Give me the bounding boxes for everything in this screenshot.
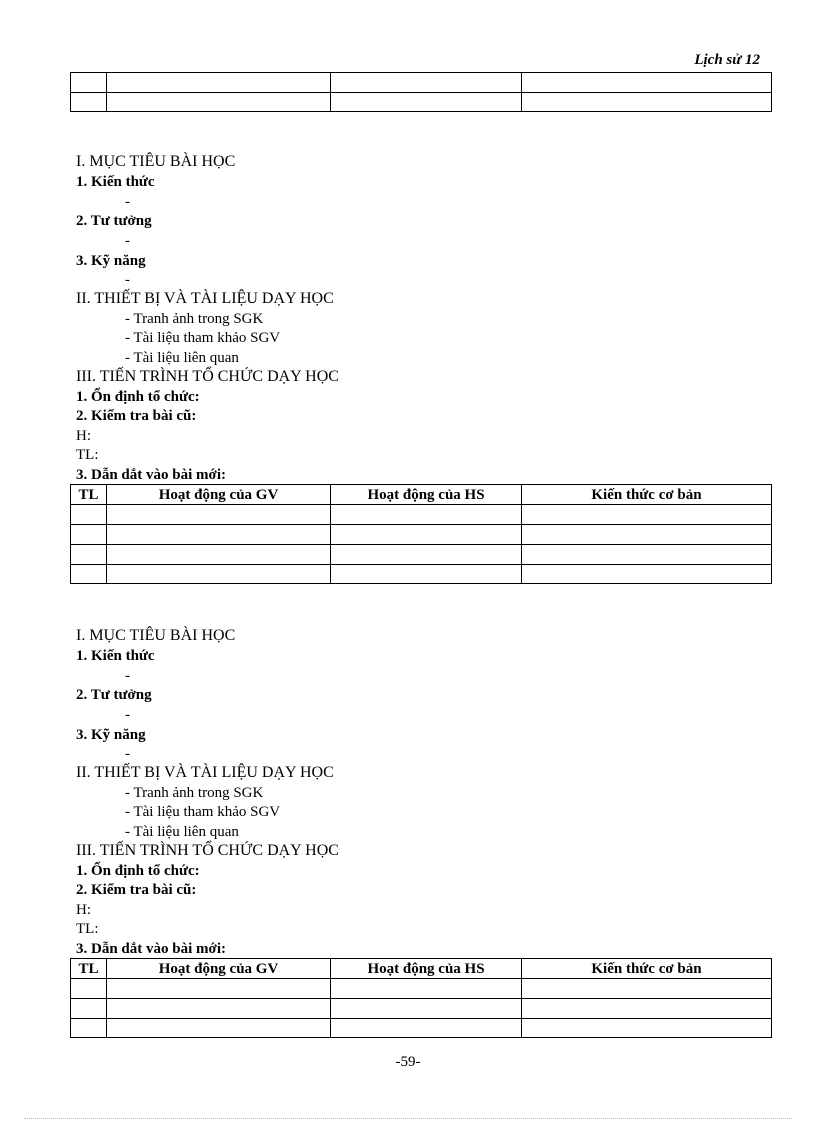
table-row bbox=[71, 999, 772, 1019]
skills-heading: 3. Kỹ năng bbox=[76, 727, 146, 743]
col-header-knowledge: Kiến thức cơ bản bbox=[522, 959, 772, 979]
table-cell bbox=[331, 93, 522, 112]
thought-heading: 2. Tư tưởng bbox=[76, 213, 152, 229]
answer-label: TL: bbox=[76, 921, 99, 937]
table-row bbox=[71, 1019, 772, 1038]
step2-heading: 2. Kiểm tra bài cũ: bbox=[76, 882, 197, 898]
table-cell bbox=[71, 93, 107, 112]
table-cell bbox=[107, 73, 331, 93]
table-row bbox=[71, 505, 772, 525]
objectives-heading: I. MỤC TIÊU BÀI HỌC bbox=[76, 627, 236, 644]
step3-heading: 3. Dẫn dắt vào bài mới: bbox=[76, 467, 226, 483]
equipment-item: - Tài liệu liên quan bbox=[125, 350, 239, 366]
skills-dash: - bbox=[125, 272, 130, 288]
knowledge-heading: 1. Kiến thức bbox=[76, 174, 155, 190]
equipment-item: - Tranh ảnh trong SGK bbox=[125, 311, 264, 327]
equipment-item: - Tranh ảnh trong SGK bbox=[125, 785, 264, 801]
equipment-heading: II. THIẾT BỊ VÀ TÀI LIỆU DẠY HỌC bbox=[76, 290, 334, 307]
question-label: H: bbox=[76, 428, 91, 444]
thought-dash: - bbox=[125, 233, 130, 249]
thought-dash: - bbox=[125, 707, 130, 723]
equipment-item: - Tài liệu liên quan bbox=[125, 824, 239, 840]
activity-table-2 bbox=[70, 958, 772, 1038]
col-header-gv: Hoạt động của GV bbox=[107, 485, 331, 505]
table-cell bbox=[71, 73, 107, 93]
step2-heading: 2. Kiểm tra bài cũ: bbox=[76, 408, 197, 424]
step1-heading: 1. Ổn định tổ chức: bbox=[76, 389, 200, 405]
knowledge-dash: - bbox=[125, 194, 130, 210]
table-cell bbox=[522, 73, 772, 93]
table-cell bbox=[522, 93, 772, 112]
equipment-heading: II. THIẾT BỊ VÀ TÀI LIỆU DẠY HỌC bbox=[76, 764, 334, 781]
page-divider bbox=[24, 1118, 792, 1119]
table-row bbox=[71, 979, 772, 999]
step3-heading: 3. Dẫn dắt vào bài mới: bbox=[76, 941, 226, 957]
equipment-item: - Tài liệu tham khảo SGV bbox=[125, 330, 281, 346]
knowledge-dash: - bbox=[125, 668, 130, 684]
page-number: -59- bbox=[395, 1054, 421, 1070]
table-row bbox=[71, 565, 772, 584]
question-label: H: bbox=[76, 902, 91, 918]
col-header-hs: Hoạt động của HS bbox=[331, 959, 522, 979]
table-cell bbox=[107, 93, 331, 112]
equipment-item: - Tài liệu tham khảo SGV bbox=[125, 804, 281, 820]
skills-dash: - bbox=[125, 746, 130, 762]
knowledge-heading: 1. Kiến thức bbox=[76, 648, 155, 664]
process-heading: III. TIẾN TRÌNH TỔ CHỨC DẠY HỌC bbox=[76, 368, 339, 385]
table-cell bbox=[331, 73, 522, 93]
activity-table-1 bbox=[70, 484, 772, 584]
col-header-hs: Hoạt động của HS bbox=[331, 485, 522, 505]
step1-heading: 1. Ổn định tổ chức: bbox=[76, 863, 200, 879]
table-row bbox=[71, 545, 772, 565]
header-subject: Lịch sử 12 bbox=[694, 52, 760, 68]
col-header-gv: Hoạt động của GV bbox=[107, 959, 331, 979]
process-heading: III. TIẾN TRÌNH TỔ CHỨC DẠY HỌC bbox=[76, 842, 339, 859]
col-header-tl: TL bbox=[71, 485, 107, 505]
objectives-heading: I. MỤC TIÊU BÀI HỌC bbox=[76, 153, 236, 170]
thought-heading: 2. Tư tưởng bbox=[76, 687, 152, 703]
continuation-table bbox=[70, 72, 772, 112]
answer-label: TL: bbox=[76, 447, 99, 463]
col-header-tl: TL bbox=[71, 959, 107, 979]
col-header-knowledge: Kiến thức cơ bản bbox=[522, 485, 772, 505]
table-row bbox=[71, 525, 772, 545]
skills-heading: 3. Kỹ năng bbox=[76, 253, 146, 269]
